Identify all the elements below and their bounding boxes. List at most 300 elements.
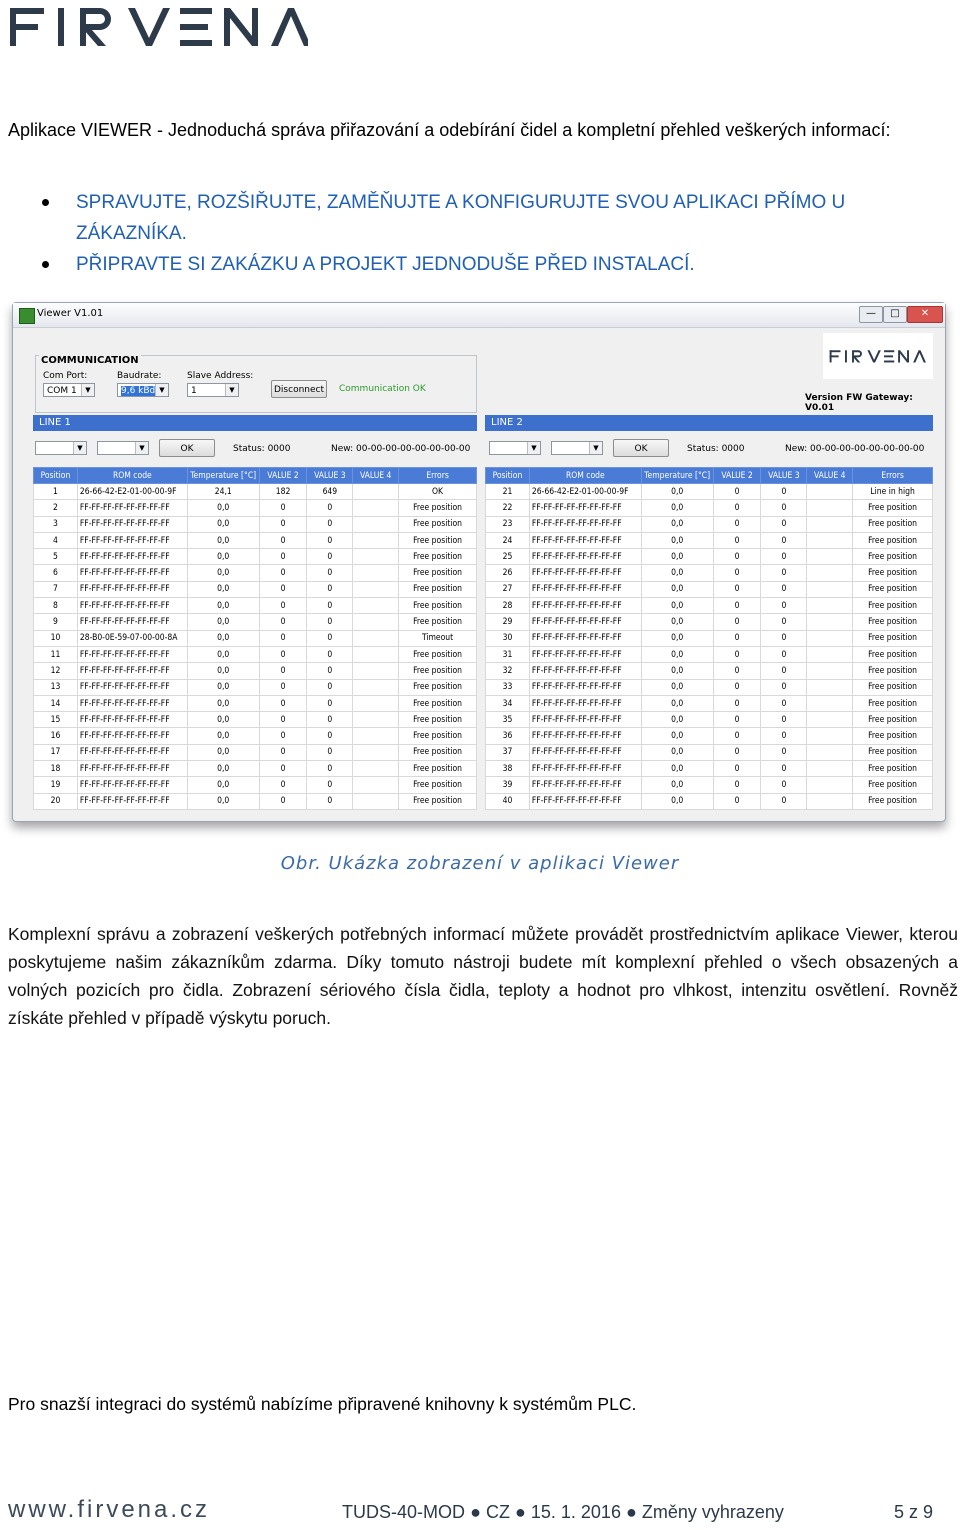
temperature-cell: 0,0 bbox=[641, 484, 713, 500]
errors-cell: Free position bbox=[853, 614, 933, 630]
value4-cell bbox=[807, 581, 853, 597]
table-row[interactable] bbox=[34, 500, 477, 516]
table-row[interactable] bbox=[34, 679, 477, 695]
value2-cell: 0 bbox=[713, 679, 761, 695]
value2-cell: 0 bbox=[713, 581, 761, 597]
rom-code-cell: FF-FF-FF-FF-FF-FF-FF-FF bbox=[529, 761, 641, 777]
temperature-cell: 0,0 bbox=[187, 663, 259, 679]
temperature-cell: 0,0 bbox=[187, 549, 259, 565]
value3-cell: 0 bbox=[307, 777, 353, 793]
value3-cell: 0 bbox=[307, 728, 353, 744]
value2-cell: 0 bbox=[259, 712, 307, 728]
firmware-version: Version FW Gateway: V0.01 bbox=[805, 393, 913, 413]
value3-cell: 0 bbox=[307, 565, 353, 581]
temperature-cell: 0,0 bbox=[641, 630, 713, 646]
temperature-cell: 0,0 bbox=[641, 646, 713, 662]
value2-cell: 0 bbox=[713, 744, 761, 760]
value2-cell: 0 bbox=[259, 744, 307, 760]
rom-code-cell: 26-66-42-E2-01-00-00-9F bbox=[529, 484, 641, 500]
temperature-cell: 0,0 bbox=[187, 777, 259, 793]
value2-cell: 0 bbox=[713, 712, 761, 728]
rom-code-cell: FF-FF-FF-FF-FF-FF-FF-FF bbox=[529, 581, 641, 597]
value2-cell: 0 bbox=[259, 630, 307, 646]
maximize-button[interactable]: □ bbox=[883, 306, 907, 323]
value3-cell: 0 bbox=[761, 646, 807, 662]
position-cell: 14 bbox=[34, 695, 78, 711]
column-header[interactable]: Errors bbox=[399, 468, 477, 484]
rom-code-cell: FF-FF-FF-FF-FF-FF-FF-FF bbox=[529, 598, 641, 614]
position-cell: 23 bbox=[486, 516, 530, 532]
table-row[interactable] bbox=[486, 761, 933, 777]
table-row[interactable] bbox=[34, 761, 477, 777]
value3-cell: 0 bbox=[761, 712, 807, 728]
errors-cell: Free position bbox=[399, 646, 477, 662]
value2-cell: 0 bbox=[713, 793, 761, 809]
errors-cell: Free position bbox=[399, 565, 477, 581]
value4-cell bbox=[353, 598, 399, 614]
value2-cell: 0 bbox=[713, 500, 761, 516]
value4-cell bbox=[353, 793, 399, 809]
table-row[interactable] bbox=[34, 744, 477, 760]
value3-cell: 0 bbox=[761, 598, 807, 614]
temperature-cell: 0,0 bbox=[641, 516, 713, 532]
value3-cell: 0 bbox=[307, 712, 353, 728]
table-row[interactable] bbox=[486, 712, 933, 728]
temperature-cell: 0,0 bbox=[187, 581, 259, 597]
table-row[interactable] bbox=[34, 663, 477, 679]
table-row[interactable] bbox=[34, 630, 477, 646]
rom-code-cell: FF-FF-FF-FF-FF-FF-FF-FF bbox=[529, 516, 641, 532]
rom-code-cell: FF-FF-FF-FF-FF-FF-FF-FF bbox=[529, 744, 641, 760]
table-row[interactable] bbox=[486, 744, 933, 760]
footer-note: Změny vyhrazeny bbox=[641, 1502, 784, 1522]
errors-cell: Free position bbox=[853, 532, 933, 548]
errors-cell: Free position bbox=[399, 728, 477, 744]
table-row[interactable] bbox=[34, 516, 477, 532]
slave-address-label: Slave Address: bbox=[187, 371, 254, 381]
table-row[interactable] bbox=[486, 532, 933, 548]
rom-code-cell: FF-FF-FF-FF-FF-FF-FF-FF bbox=[77, 500, 187, 516]
column-header[interactable]: Position bbox=[34, 468, 78, 484]
rom-code-cell: FF-FF-FF-FF-FF-FF-FF-FF bbox=[529, 777, 641, 793]
table-header-row bbox=[486, 468, 933, 484]
bullet-item: SPRAVUJTE, ROZŠIŘUJTE, ZAMĚŇUJTE A KONFIGURUJTE SVOU APLIKACI PŘÍMO U ZÁKAZNÍKA. bbox=[40, 187, 920, 249]
table-row[interactable] bbox=[486, 777, 933, 793]
position-cell: 26 bbox=[486, 565, 530, 581]
position-cell: 1 bbox=[34, 484, 78, 500]
line-1-ok-button[interactable]: OK bbox=[159, 439, 215, 457]
value3-cell: 0 bbox=[761, 549, 807, 565]
position-cell: 6 bbox=[34, 565, 78, 581]
value2-cell: 0 bbox=[713, 728, 761, 744]
line-2-ok-button[interactable]: OK bbox=[613, 439, 669, 457]
errors-cell: Free position bbox=[853, 516, 933, 532]
errors-cell: Free position bbox=[853, 793, 933, 809]
position-cell: 15 bbox=[34, 712, 78, 728]
rom-code-cell: 28-B0-0E-59-07-00-00-8A bbox=[77, 630, 187, 646]
value3-cell: 0 bbox=[307, 581, 353, 597]
rom-code-cell: FF-FF-FF-FF-FF-FF-FF-FF bbox=[529, 695, 641, 711]
line-1-select-b[interactable] bbox=[97, 441, 149, 455]
bullet-item: PŘIPRAVTE SI ZAKÁZKU A PROJEKT JEDNODUŠE PŘED INSTALACÍ. bbox=[40, 249, 920, 280]
value4-cell bbox=[807, 728, 853, 744]
table-header-row bbox=[34, 468, 477, 484]
value4-cell bbox=[353, 744, 399, 760]
value2-cell: 0 bbox=[259, 695, 307, 711]
communication-status: Communication OK bbox=[339, 384, 426, 394]
errors-cell: Free position bbox=[399, 532, 477, 548]
line-1-status: Status: 0000 bbox=[233, 444, 291, 454]
chevron-down-icon: ▼ bbox=[81, 384, 94, 396]
errors-cell: Free position bbox=[399, 663, 477, 679]
slave-address-select[interactable]: 1 ▼ bbox=[187, 383, 239, 397]
table-row[interactable] bbox=[34, 614, 477, 630]
minimize-button[interactable]: — bbox=[859, 306, 883, 323]
rom-code-cell: FF-FF-FF-FF-FF-FF-FF-FF bbox=[529, 565, 641, 581]
temperature-cell: 0,0 bbox=[641, 598, 713, 614]
temperature-cell: 0,0 bbox=[641, 500, 713, 516]
close-button[interactable]: ✕ bbox=[907, 306, 943, 323]
rom-code-cell: FF-FF-FF-FF-FF-FF-FF-FF bbox=[529, 663, 641, 679]
value2-cell: 0 bbox=[259, 549, 307, 565]
column-header[interactable]: Errors bbox=[853, 468, 933, 484]
value3-cell: 0 bbox=[761, 793, 807, 809]
table-row[interactable] bbox=[486, 646, 933, 662]
value2-cell: 0 bbox=[259, 663, 307, 679]
line-1-header: LINE 1 bbox=[33, 415, 477, 431]
com-port-select[interactable]: COM 1 ▼ bbox=[43, 383, 95, 397]
line-2-select-b[interactable] bbox=[551, 441, 603, 455]
value3-cell: 649 bbox=[307, 484, 353, 500]
table-row[interactable] bbox=[486, 663, 933, 679]
rom-code-cell: FF-FF-FF-FF-FF-FF-FF-FF bbox=[529, 646, 641, 662]
table-row[interactable] bbox=[486, 614, 933, 630]
errors-cell: Free position bbox=[399, 793, 477, 809]
errors-cell: Free position bbox=[853, 695, 933, 711]
position-cell: 33 bbox=[486, 679, 530, 695]
column-header[interactable]: VALUE 2 bbox=[259, 468, 307, 484]
rom-code-cell: FF-FF-FF-FF-FF-FF-FF-FF bbox=[77, 712, 187, 728]
position-cell: 7 bbox=[34, 581, 78, 597]
value3-cell: 0 bbox=[761, 777, 807, 793]
value3-cell: 0 bbox=[761, 679, 807, 695]
position-cell: 29 bbox=[486, 614, 530, 630]
value4-cell bbox=[807, 565, 853, 581]
temperature-cell: 0,0 bbox=[641, 581, 713, 597]
baudrate-label: Baudrate: bbox=[117, 371, 162, 381]
temperature-cell: 0,0 bbox=[641, 761, 713, 777]
value2-cell: 0 bbox=[259, 728, 307, 744]
value4-cell bbox=[353, 728, 399, 744]
value3-cell: 0 bbox=[307, 761, 353, 777]
value4-cell bbox=[807, 712, 853, 728]
table-row[interactable] bbox=[486, 728, 933, 744]
table-row[interactable] bbox=[486, 549, 933, 565]
errors-cell: Free position bbox=[853, 761, 933, 777]
temperature-cell: 0,0 bbox=[187, 532, 259, 548]
value4-cell bbox=[353, 532, 399, 548]
rom-code-cell: FF-FF-FF-FF-FF-FF-FF-FF bbox=[77, 516, 187, 532]
temperature-cell: 0,0 bbox=[641, 565, 713, 581]
footer-url[interactable]: www.firvena.cz bbox=[8, 1496, 211, 1523]
column-header[interactable]: Temperature [°C] bbox=[641, 468, 713, 484]
position-cell: 9 bbox=[34, 614, 78, 630]
app-icon bbox=[19, 308, 35, 324]
errors-cell: Free position bbox=[399, 761, 477, 777]
table-row[interactable] bbox=[34, 695, 477, 711]
value4-cell bbox=[807, 484, 853, 500]
value3-cell: 0 bbox=[761, 663, 807, 679]
line-1-select-a[interactable] bbox=[35, 441, 87, 455]
value4-cell bbox=[807, 630, 853, 646]
rom-code-cell: FF-FF-FF-FF-FF-FF-FF-FF bbox=[529, 614, 641, 630]
value4-cell bbox=[807, 777, 853, 793]
rom-code-cell: FF-FF-FF-FF-FF-FF-FF-FF bbox=[529, 500, 641, 516]
value2-cell: 0 bbox=[259, 761, 307, 777]
temperature-cell: 0,0 bbox=[187, 500, 259, 516]
bullet-dot-icon bbox=[42, 199, 49, 206]
chevron-down-icon: ▼ bbox=[589, 442, 602, 454]
position-cell: 35 bbox=[486, 712, 530, 728]
position-cell: 30 bbox=[486, 630, 530, 646]
value2-cell: 0 bbox=[259, 793, 307, 809]
value3-cell: 0 bbox=[761, 516, 807, 532]
rom-code-cell: FF-FF-FF-FF-FF-FF-FF-FF bbox=[77, 532, 187, 548]
value4-cell bbox=[353, 695, 399, 711]
value3-cell: 0 bbox=[761, 581, 807, 597]
errors-cell: Free position bbox=[853, 728, 933, 744]
value3-cell: 0 bbox=[307, 679, 353, 695]
value2-cell: 0 bbox=[259, 565, 307, 581]
rom-code-cell: FF-FF-FF-FF-FF-FF-FF-FF bbox=[529, 549, 641, 565]
errors-cell: Free position bbox=[399, 500, 477, 516]
value4-cell bbox=[353, 581, 399, 597]
table-row[interactable] bbox=[34, 532, 477, 548]
value3-cell: 0 bbox=[307, 793, 353, 809]
rom-code-cell: FF-FF-FF-FF-FF-FF-FF-FF bbox=[77, 695, 187, 711]
table-row[interactable] bbox=[34, 484, 477, 500]
column-header[interactable]: VALUE 4 bbox=[807, 468, 853, 484]
temperature-cell: 24,1 bbox=[187, 484, 259, 500]
table-row[interactable] bbox=[34, 712, 477, 728]
position-cell: 25 bbox=[486, 549, 530, 565]
position-cell: 21 bbox=[486, 484, 530, 500]
errors-cell: Line in high bbox=[853, 484, 933, 500]
column-header[interactable]: VALUE 3 bbox=[761, 468, 807, 484]
position-cell: 13 bbox=[34, 679, 78, 695]
temperature-cell: 0,0 bbox=[187, 728, 259, 744]
rom-code-cell: FF-FF-FF-FF-FF-FF-FF-FF bbox=[77, 744, 187, 760]
baudrate-select[interactable]: 9,6 kBd ▼ bbox=[117, 383, 169, 397]
temperature-cell: 0,0 bbox=[187, 516, 259, 532]
errors-cell: Free position bbox=[399, 712, 477, 728]
table-row[interactable] bbox=[34, 646, 477, 662]
table-row[interactable] bbox=[486, 598, 933, 614]
table-row[interactable] bbox=[486, 695, 933, 711]
position-cell: 32 bbox=[486, 663, 530, 679]
table-row[interactable] bbox=[34, 793, 477, 809]
value4-cell bbox=[807, 695, 853, 711]
position-cell: 20 bbox=[34, 793, 78, 809]
temperature-cell: 0,0 bbox=[187, 598, 259, 614]
rom-code-cell: FF-FF-FF-FF-FF-FF-FF-FF bbox=[77, 614, 187, 630]
body-paragraph: Komplexní správu a zobrazení veškerých potřebných informací můžete provádět prostřednictvím aplikace Viewer, kterou poskytujeme našim zákazníkům zdarma. Díky tomuto nástroji budete mít komplexní přehled o všech obsazených a volných pozicích pro čidla. Zobrazení sériového čísla čidla, teploty a hodnot pro vlhkost, intenzitu osvětlení. Rovněž získáte přehled v případě výskytu poruch. bbox=[8, 924, 958, 1028]
rom-code-cell: FF-FF-FF-FF-FF-FF-FF-FF bbox=[529, 630, 641, 646]
temperature-cell: 0,0 bbox=[641, 793, 713, 809]
table-row[interactable] bbox=[486, 581, 933, 597]
position-cell: 27 bbox=[486, 581, 530, 597]
window-title: Viewer V1.01 bbox=[37, 308, 104, 319]
errors-cell: Free position bbox=[853, 663, 933, 679]
rom-code-cell: FF-FF-FF-FF-FF-FF-FF-FF bbox=[529, 712, 641, 728]
value4-cell bbox=[807, 663, 853, 679]
disconnect-button[interactable]: Disconnect bbox=[271, 380, 327, 398]
table-row[interactable] bbox=[486, 500, 933, 516]
errors-cell: Free position bbox=[399, 549, 477, 565]
errors-cell: OK bbox=[399, 484, 477, 500]
value4-cell bbox=[353, 663, 399, 679]
table-row[interactable] bbox=[34, 581, 477, 597]
value2-cell: 0 bbox=[713, 663, 761, 679]
errors-cell: Free position bbox=[853, 679, 933, 695]
value2-cell: 0 bbox=[713, 614, 761, 630]
errors-cell: Free position bbox=[853, 500, 933, 516]
position-cell: 19 bbox=[34, 777, 78, 793]
position-cell: 22 bbox=[486, 500, 530, 516]
temperature-cell: 0,0 bbox=[641, 663, 713, 679]
errors-cell: Free position bbox=[399, 614, 477, 630]
footer-separator: ● bbox=[470, 1502, 481, 1522]
table-row[interactable] bbox=[34, 549, 477, 565]
value4-cell bbox=[353, 614, 399, 630]
rom-code-cell: FF-FF-FF-FF-FF-FF-FF-FF bbox=[77, 646, 187, 662]
errors-cell: Free position bbox=[399, 581, 477, 597]
column-header[interactable]: VALUE 4 bbox=[353, 468, 399, 484]
position-cell: 36 bbox=[486, 728, 530, 744]
temperature-cell: 0,0 bbox=[641, 614, 713, 630]
line-2-select-a[interactable] bbox=[489, 441, 541, 455]
position-cell: 24 bbox=[486, 532, 530, 548]
table-row[interactable] bbox=[34, 565, 477, 581]
position-cell: 3 bbox=[34, 516, 78, 532]
table-row[interactable] bbox=[486, 484, 933, 500]
position-cell: 2 bbox=[34, 500, 78, 516]
position-cell: 34 bbox=[486, 695, 530, 711]
position-cell: 8 bbox=[34, 598, 78, 614]
value2-cell: 0 bbox=[713, 646, 761, 662]
table-row[interactable] bbox=[34, 728, 477, 744]
position-cell: 28 bbox=[486, 598, 530, 614]
column-header[interactable]: Position bbox=[486, 468, 530, 484]
value4-cell bbox=[353, 679, 399, 695]
value4-cell bbox=[807, 532, 853, 548]
value2-cell: 0 bbox=[713, 484, 761, 500]
rom-code-cell: FF-FF-FF-FF-FF-FF-FF-FF bbox=[77, 793, 187, 809]
errors-cell: Free position bbox=[853, 744, 933, 760]
errors-cell: Free position bbox=[853, 630, 933, 646]
value2-cell: 0 bbox=[713, 598, 761, 614]
table-row[interactable] bbox=[486, 679, 933, 695]
temperature-cell: 0,0 bbox=[641, 695, 713, 711]
value3-cell: 0 bbox=[761, 630, 807, 646]
value2-cell: 0 bbox=[713, 565, 761, 581]
table-row[interactable] bbox=[486, 516, 933, 532]
position-cell: 5 bbox=[34, 549, 78, 565]
title-bar bbox=[13, 303, 945, 328]
table-row[interactable] bbox=[486, 630, 933, 646]
temperature-cell: 0,0 bbox=[187, 565, 259, 581]
value4-cell bbox=[353, 646, 399, 662]
rom-code-cell: FF-FF-FF-FF-FF-FF-FF-FF bbox=[77, 761, 187, 777]
value3-cell: 0 bbox=[761, 565, 807, 581]
table-row[interactable] bbox=[34, 777, 477, 793]
feature-bullets bbox=[40, 187, 920, 280]
value3-cell: 0 bbox=[307, 598, 353, 614]
errors-cell: Free position bbox=[853, 777, 933, 793]
line-1-table bbox=[33, 467, 477, 810]
column-header[interactable]: VALUE 2 bbox=[713, 468, 761, 484]
rom-code-cell: FF-FF-FF-FF-FF-FF-FF-FF bbox=[77, 581, 187, 597]
rom-code-cell: FF-FF-FF-FF-FF-FF-FF-FF bbox=[77, 549, 187, 565]
firvena-logo bbox=[823, 333, 933, 379]
line-1-new: New: 00-00-00-00-00-00-00-00 bbox=[331, 444, 471, 454]
errors-cell: Free position bbox=[853, 598, 933, 614]
temperature-cell: 0,0 bbox=[187, 614, 259, 630]
column-header[interactable]: ROM code bbox=[529, 468, 641, 484]
firvena-logo bbox=[8, 4, 308, 48]
value4-cell bbox=[353, 565, 399, 581]
line-2-table bbox=[485, 467, 933, 810]
position-cell: 31 bbox=[486, 646, 530, 662]
rom-code-cell: FF-FF-FF-FF-FF-FF-FF-FF bbox=[77, 679, 187, 695]
value4-cell bbox=[353, 777, 399, 793]
value4-cell bbox=[807, 679, 853, 695]
column-header[interactable]: VALUE 3 bbox=[307, 468, 353, 484]
rom-code-cell: FF-FF-FF-FF-FF-FF-FF-FF bbox=[529, 728, 641, 744]
value2-cell: 0 bbox=[259, 679, 307, 695]
temperature-cell: 0,0 bbox=[187, 712, 259, 728]
rom-code-cell: 26-66-42-E2-01-00-00-9F bbox=[77, 484, 187, 500]
temperature-cell: 0,0 bbox=[641, 532, 713, 548]
value2-cell: 0 bbox=[259, 516, 307, 532]
footer-doc: TUDS-40-MOD bbox=[342, 1502, 466, 1522]
value4-cell bbox=[353, 484, 399, 500]
table-row[interactable] bbox=[486, 793, 933, 809]
temperature-cell: 0,0 bbox=[187, 744, 259, 760]
position-cell: 11 bbox=[34, 646, 78, 662]
rom-code-cell: FF-FF-FF-FF-FF-FF-FF-FF bbox=[77, 777, 187, 793]
value4-cell bbox=[807, 614, 853, 630]
errors-cell: Free position bbox=[399, 516, 477, 532]
rom-code-cell: FF-FF-FF-FF-FF-FF-FF-FF bbox=[77, 598, 187, 614]
temperature-cell: 0,0 bbox=[187, 646, 259, 662]
com-port-label: Com Port: bbox=[43, 371, 88, 381]
table-row[interactable] bbox=[34, 598, 477, 614]
value4-cell bbox=[807, 516, 853, 532]
value4-cell bbox=[807, 500, 853, 516]
chevron-down-icon: ▼ bbox=[135, 442, 148, 454]
position-cell: 12 bbox=[34, 663, 78, 679]
table-row[interactable] bbox=[486, 565, 933, 581]
column-header[interactable]: ROM code bbox=[77, 468, 187, 484]
errors-cell: Free position bbox=[399, 777, 477, 793]
position-cell: 4 bbox=[34, 532, 78, 548]
errors-cell: Free position bbox=[853, 581, 933, 597]
column-header[interactable]: Temperature [°C] bbox=[187, 468, 259, 484]
errors-cell: Free position bbox=[399, 598, 477, 614]
rom-code-cell: FF-FF-FF-FF-FF-FF-FF-FF bbox=[529, 532, 641, 548]
body-paragraph-plc: Pro snazší integraci do systémů nabízíme připravené knihovny k systémům PLC. bbox=[8, 1394, 637, 1414]
